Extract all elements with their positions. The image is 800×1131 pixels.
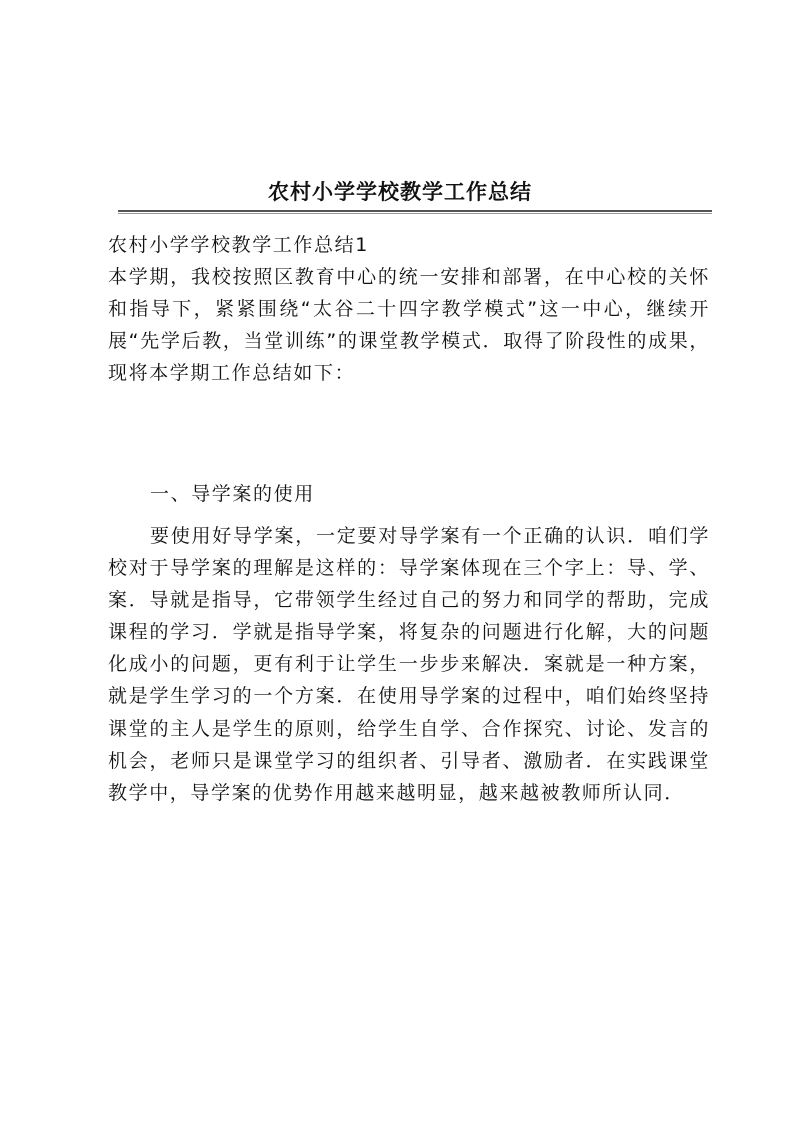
title-divider [118, 210, 712, 214]
page-title: 农村小学学校教学工作总结 [268, 179, 532, 205]
document-subtitle: 农村小学学校教学工作总结1 [108, 234, 369, 256]
section-paragraph: 要使用好导学案，一定要对导学案有一个正确的认识．咱们学校对于导学案的理解是这样的：导学案体现在三个字上：导、学、案．导就是指导，它带领学生经过自己的努力和同学的帮助，完成课程的学习．学就是指导学案，将复杂的问题进行化解，大的问题化成小的问题，更有利于让学生一步步来解决．案就是一种方案，就是学生学习的一个方案．在使用导学案的过程中，咱们始终坚持课堂的主人是学生的原则，给学生自学、合作探究、讨论、发言的机会，老师只是课堂学习的组织者、引导者、激励者．在实践课堂教学中，导学案的优势作用越来越明显，越来越被教师所认同． [108, 525, 710, 804]
intro-paragraph: 本学期，我校按照区教育中心的统一安排和部署，在中心校的关怀和指导下，紧紧围绕“太谷二十四字教学模式”这一中心，继续开展“先学后教，当堂训练”的课堂教学模式．取得了阶段性的成果，现将本学期工作总结如下： [108, 266, 710, 385]
section-heading: 一、导学案的使用 [150, 483, 315, 505]
